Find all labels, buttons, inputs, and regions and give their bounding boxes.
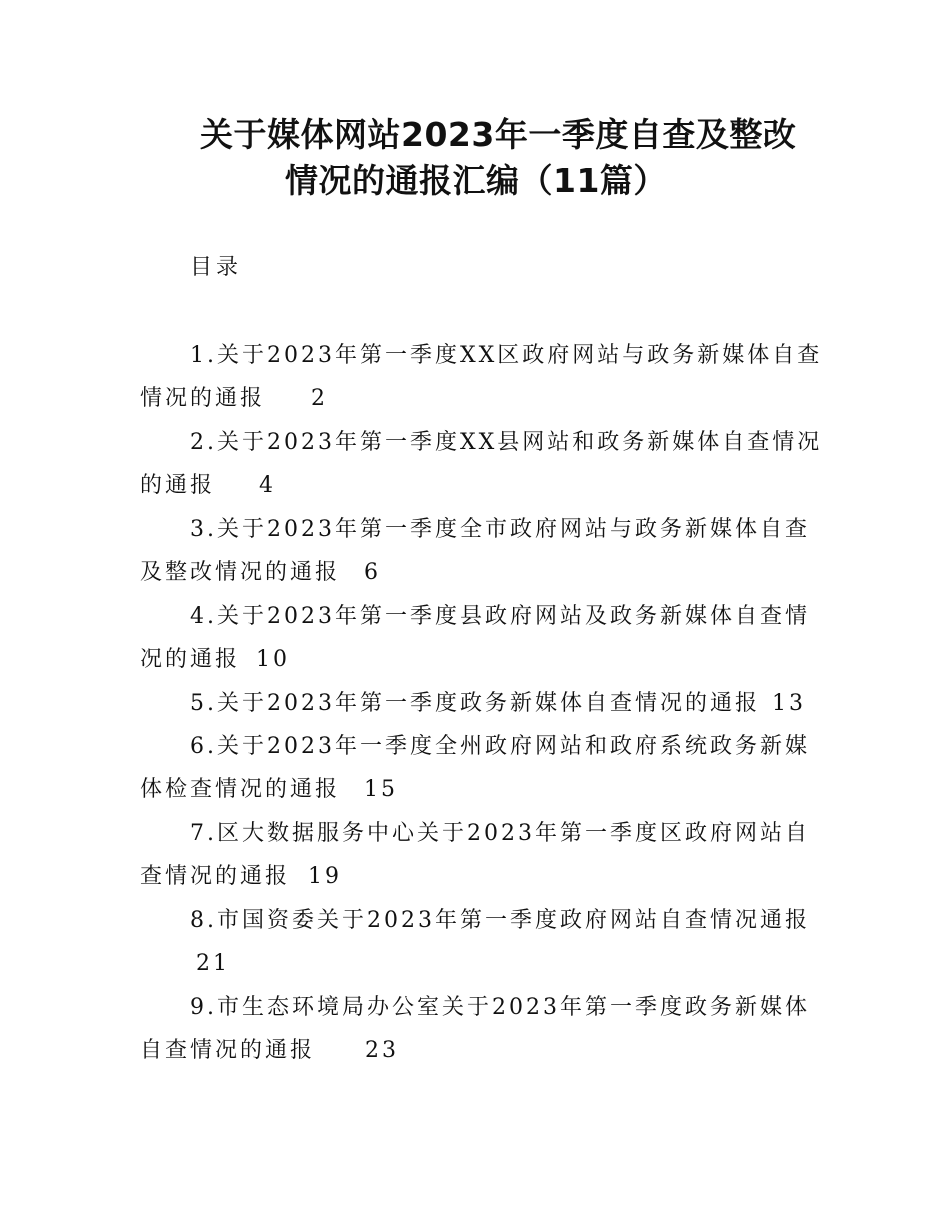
- toc-entry-2-page: 4: [259, 473, 277, 498]
- toc-entry-6-text: 6.关于2023年一季度全州政府网站和政府系统政务新媒: [190, 734, 810, 759]
- toc-entry-2-text: 2.关于2023年第一季度XX县网站和政务新媒体自查情况: [190, 430, 823, 455]
- toc-entry-5-text: 5.关于2023年第一季度政务新媒体自查情况的通报: [190, 691, 760, 716]
- toc-entry-3-continuation: [140, 557, 381, 589]
- toc-heading: 目录: [190, 255, 243, 280]
- toc-entry-4-text: 4.关于2023年第一季度县政府网站及政务新媒体自查情: [190, 604, 810, 629]
- toc-entry-2-continuation: [140, 470, 276, 502]
- toc-entry-9-text: 9.市生态环境局办公室关于2023年第一季度政务新媒体: [190, 995, 810, 1020]
- toc-entry-4-text-cont: 况的通报: [140, 647, 241, 672]
- toc-entry-1-page: 2: [311, 386, 329, 411]
- toc-entry-4-continuation: [140, 644, 290, 676]
- toc-entry-6-continuation: [140, 774, 398, 806]
- document-title-line-1: 关于媒体网站2023年一季度自查及整改: [200, 115, 797, 154]
- toc-entry-9-text-cont: 自查情况的通报: [140, 1038, 316, 1063]
- toc-entry-3-page: 6: [364, 560, 382, 585]
- toc-entry-9-page: 23: [365, 1038, 400, 1063]
- toc-entry-1-continuation: [140, 383, 328, 415]
- toc-entry-7-page: 19: [308, 864, 343, 889]
- toc-entry-8-page: 21: [196, 951, 230, 976]
- toc-entry-2-text-cont: 的通报: [140, 473, 216, 498]
- toc-entry-4-page: 10: [256, 647, 291, 672]
- toc-entry-3-text-cont: 及整改情况的通报: [140, 560, 341, 585]
- toc-entry-1-text-cont: 情况的通报: [140, 386, 266, 411]
- toc-entry-6-text-cont: 体检查情况的通报: [140, 777, 341, 802]
- toc-entry-9-continuation: [140, 1035, 399, 1067]
- document-title-line-2: 情况的通报汇编（11篇）: [285, 161, 667, 200]
- toc-entry-5: [190, 688, 806, 720]
- toc-entry-8-text: 8.市国资委关于2023年第一季度政府网站自查情况通报: [190, 908, 810, 933]
- toc-entry-7-text-cont: 查情况的通报: [140, 864, 291, 889]
- toc-entry-3-text: 3.关于2023年第一季度全市政府网站与政务新媒体自查: [190, 517, 810, 542]
- toc-entry-7-text: 7.区大数据服务中心关于2023年第一季度区政府网站自: [190, 821, 810, 846]
- toc-entry-7-continuation: [140, 861, 342, 893]
- toc-entry-6-page: 15: [364, 777, 399, 802]
- toc-entry-1-text: 1.关于2023年第一季度XX区政府网站与政务新媒体自查: [190, 343, 823, 368]
- toc-entry-5-page: 13: [771, 691, 806, 716]
